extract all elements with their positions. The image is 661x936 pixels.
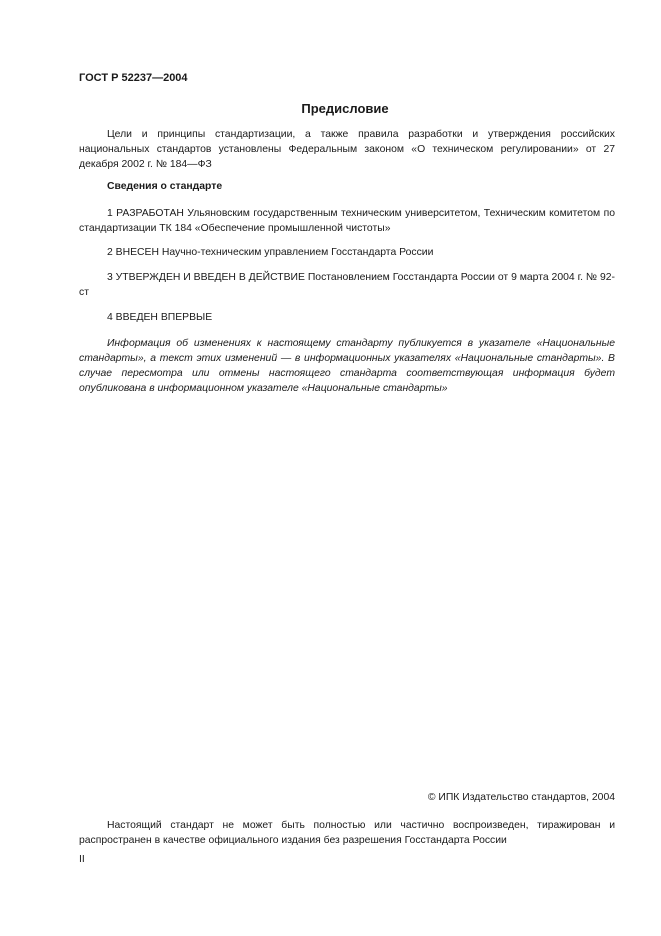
list-item: 1 РАЗРАБОТАН Ульяновским государственным техническим университетом, Техническим комитетом по стандартизации ТК 184 «Обеспечение промышленной чистоты»	[79, 208, 615, 234]
legal-notice: Настоящий стандарт не может быть полностью или частично воспроизведен, тиражирован и распространен в качестве официального издания без разрешения Госстандарта России	[79, 820, 615, 846]
list-item: 4 ВВЕДЕН ВПЕРВЫЕ	[107, 312, 213, 323]
section-subheading: Сведения о стандарте	[107, 181, 223, 192]
notice-paragraph: Информация об изменениях к настоящему стандарту публикуется в указателе «Национальные стандарты», а текст этих изменений — в информационных указателях «Национальные стандарты». В случае пересмотра или отмены настоящего стандарта соответствующая информация будет опубликована в информационном указателе «Национальные стандарты»	[79, 338, 615, 394]
page-title: Предисловие	[301, 101, 389, 116]
list-item: 3 УТВЕРЖДЕН И ВВЕДЕН В ДЕЙСТВИЕ Постановлением Госстандарта России от 9 марта 2004 г. № 92-ст	[79, 272, 615, 298]
intro-paragraph: Цели и принципы стандартизации, а также правила разработки и утверждения российских национальных стандартов установлены Федеральным законом «О техническом регулировании» от 27 декабря 2002 г. № 184—ФЗ	[79, 129, 615, 170]
copyright-line: © ИПК Издательство стандартов, 2004	[427, 792, 615, 803]
list-item: 2 ВНЕСЕН Научно-техническим управлением Госстандарта России	[107, 247, 434, 258]
page-number: II	[79, 854, 85, 865]
document-code: ГОСТ Р 52237—2004	[79, 72, 188, 84]
